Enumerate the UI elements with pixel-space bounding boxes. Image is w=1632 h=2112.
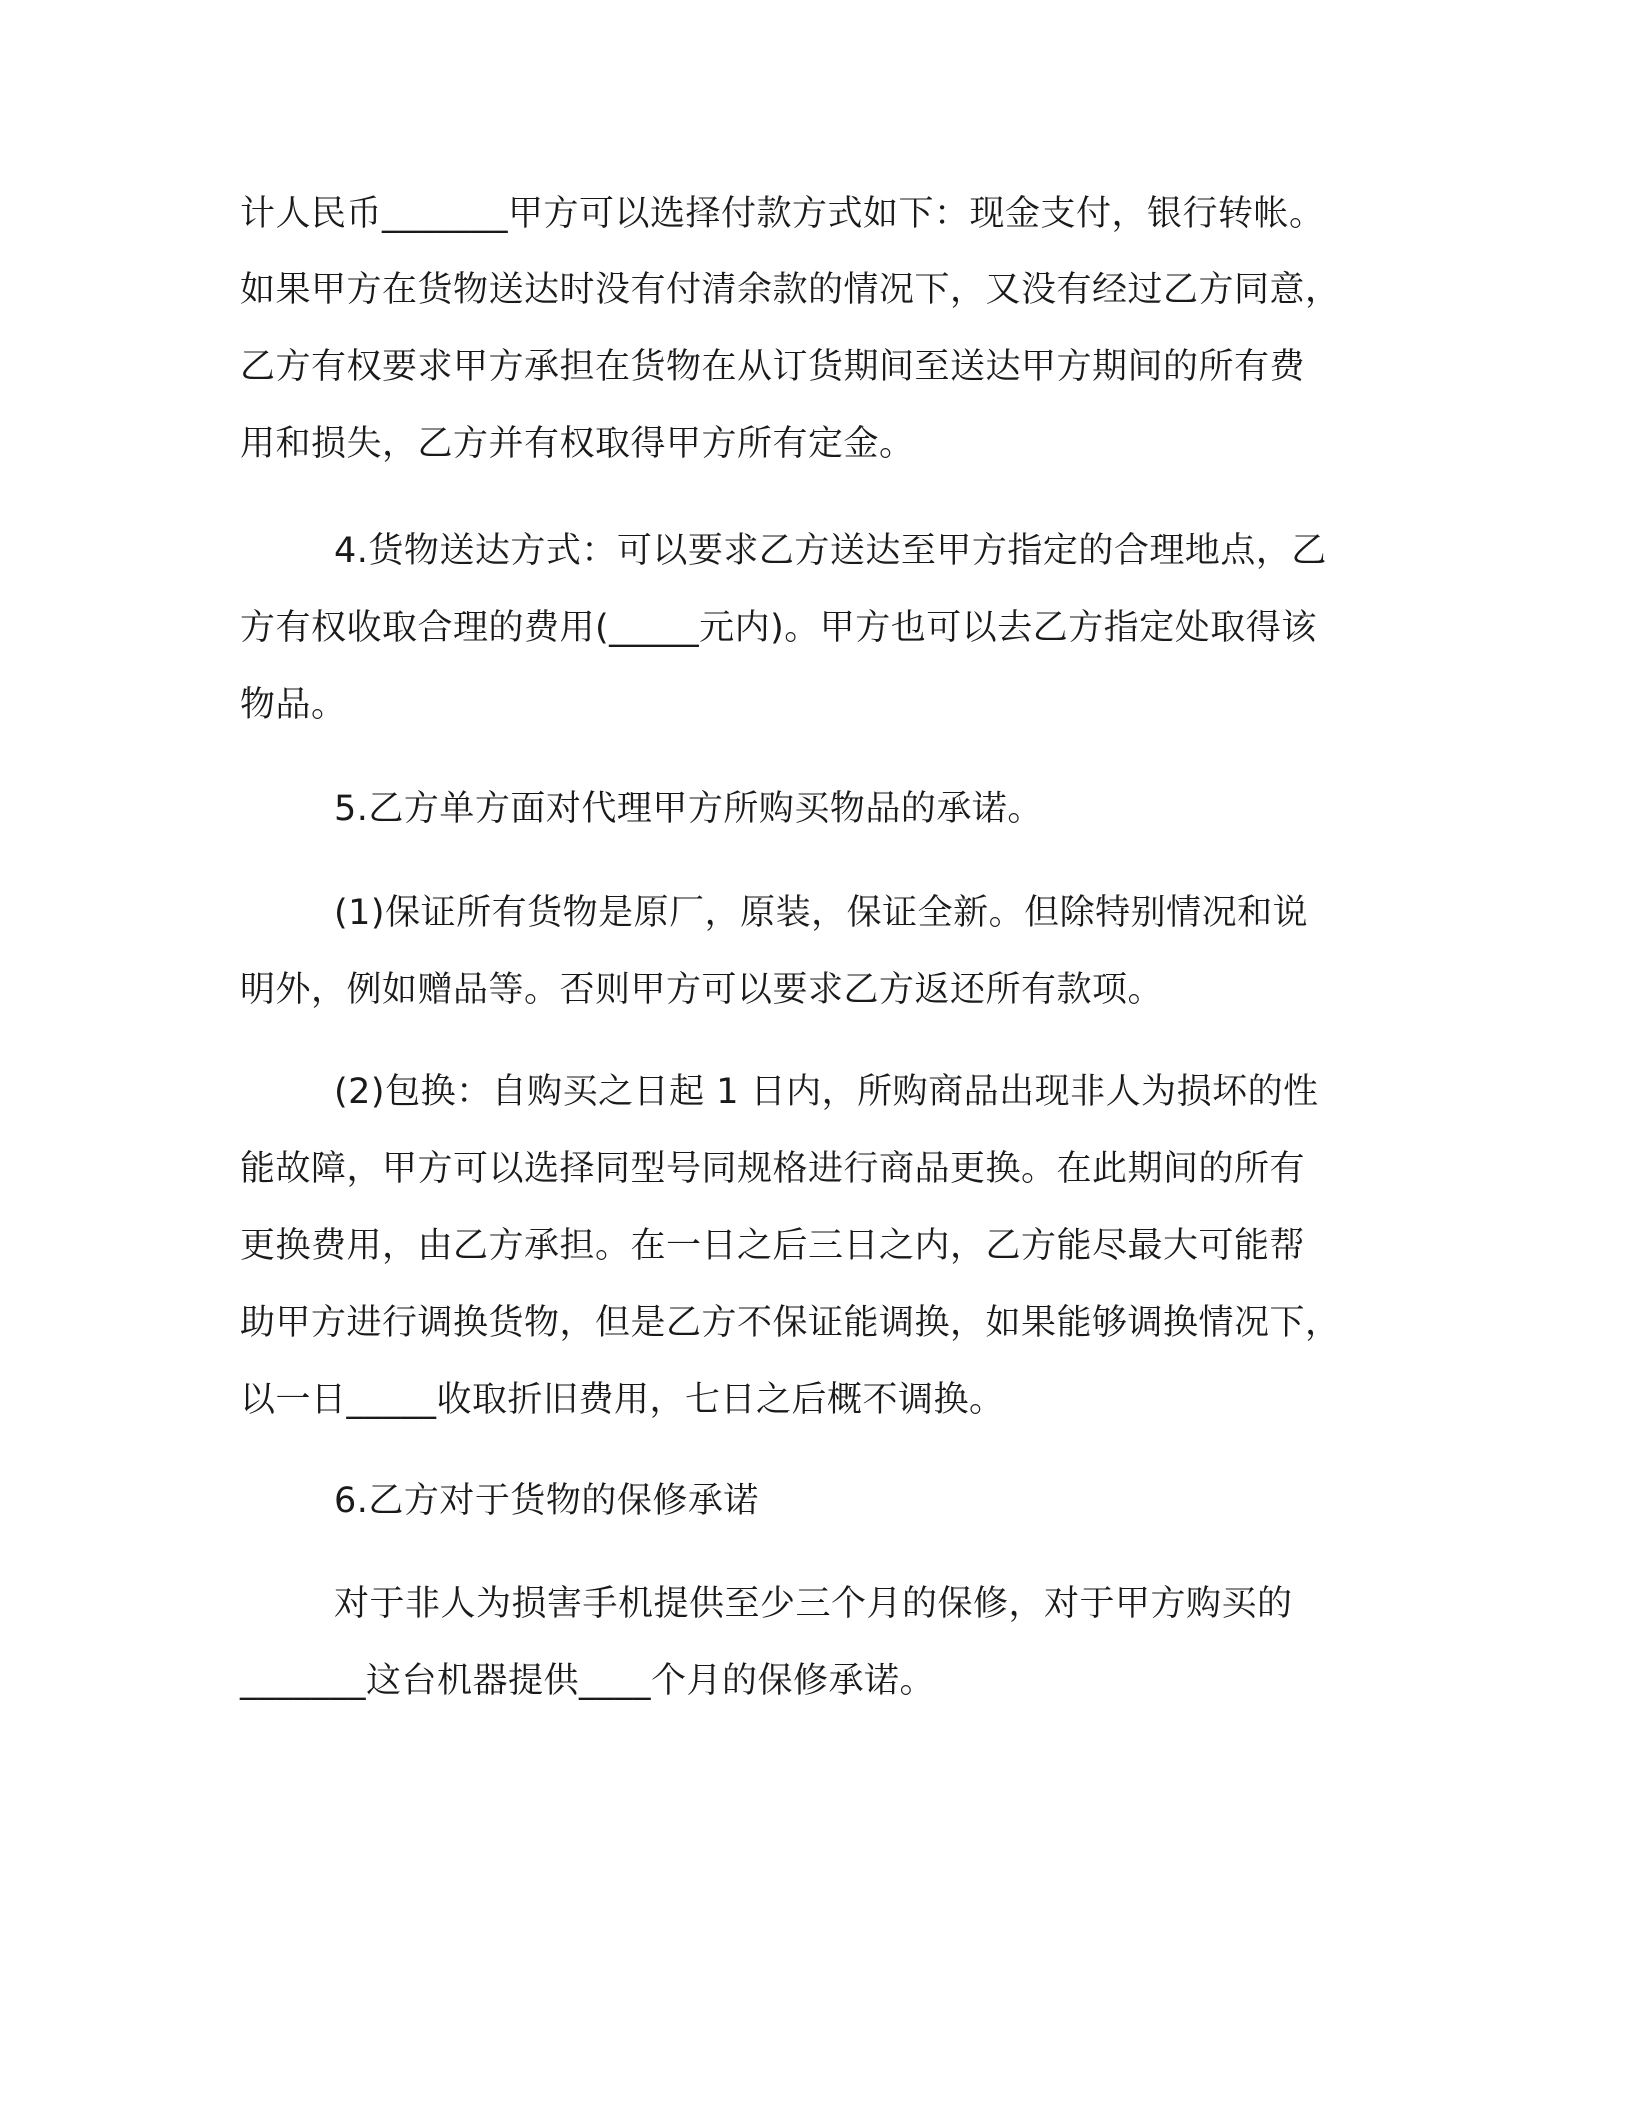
paragraph-line: 用和损失，乙方并有权取得甲方所有定金。 — [240, 424, 915, 464]
paragraph-line: (1)保证所有货物是原厂，原装，保证全新。但除特别情况和说 — [334, 893, 1309, 933]
paragraph-line: 计人民币_______甲方可以选择付款方式如下：现金支付，银行转帐。 — [240, 194, 1325, 234]
paragraph-line: 如果甲方在货物送达时没有付清余款的情况下，又没有经过乙方同意， — [240, 270, 1341, 310]
paragraph-line: (2)包换：自购买之日起 1 日内，所购商品出现非人为损坏的性 — [334, 1072, 1319, 1112]
paragraph-line: 方有权收取合理的费用(_____元内)。甲方也可以去乙方指定处取得该 — [240, 608, 1317, 648]
paragraph-line: 明外，例如赠品等。否则甲方可以要求乙方返还所有款项。 — [240, 970, 1164, 1010]
section-heading: 5.乙方单方面对代理甲方所购买物品的承诺。 — [334, 789, 1043, 829]
paragraph-line: 乙方有权要求甲方承担在货物在从订货期间至送达甲方期间的所有费 — [240, 347, 1306, 387]
section-heading: 6.乙方对于货物的保修承诺 — [334, 1481, 759, 1521]
paragraph-line: 以一日_____收取折旧费用，七日之后概不调换。 — [240, 1380, 1005, 1420]
paragraph-line: 物品。 — [240, 685, 347, 725]
paragraph-line: 更换费用，由乙方承担。在一日之后三日之内，乙方能尽最大可能帮 — [240, 1226, 1306, 1266]
paragraph-line: 能故障，甲方可以选择同型号同规格进行商品更换。在此期间的所有 — [240, 1149, 1306, 1189]
paragraph-line: 对于非人为损害手机提供至少三个月的保修，对于甲方购买的 — [334, 1584, 1293, 1624]
paragraph-line: 助甲方进行调换货物，但是乙方不保证能调换，如果能够调换情况下， — [240, 1303, 1341, 1343]
paragraph-line: 4.货物送达方式：可以要求乙方送达至甲方指定的合理地点，乙 — [334, 531, 1327, 571]
paragraph-line: _______这台机器提供____个月的保修承诺。 — [240, 1661, 936, 1701]
